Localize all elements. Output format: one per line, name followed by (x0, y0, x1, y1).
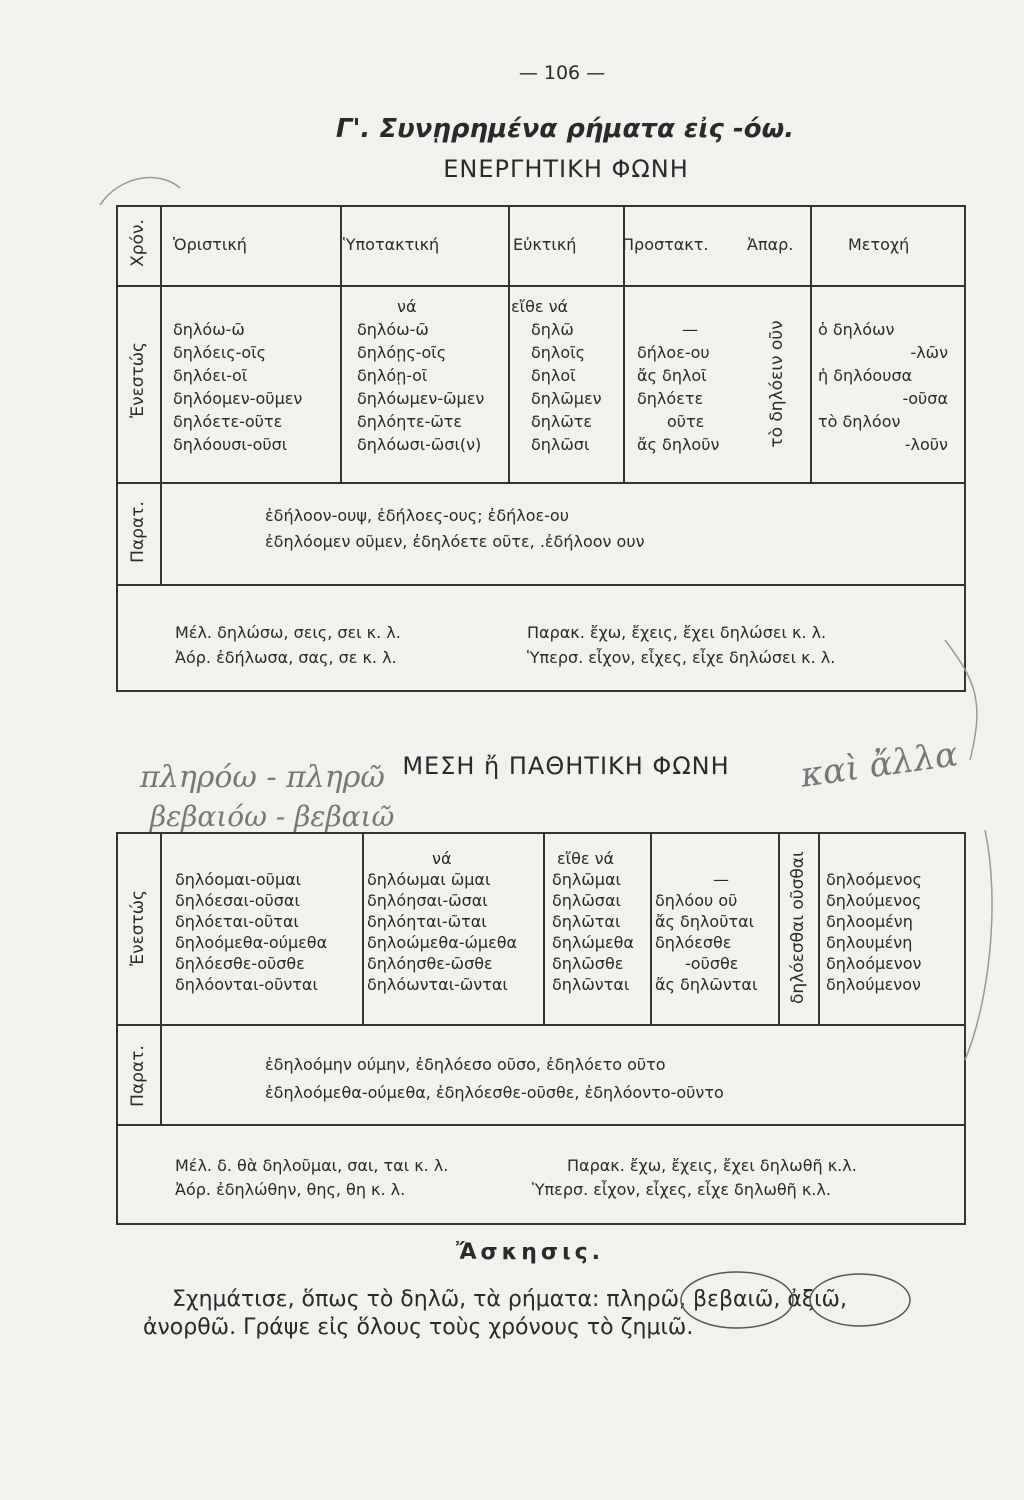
handwritten-note-left-1: πληρόω - πληρῶ (140, 760, 385, 795)
header-tense: Χρόν. (128, 219, 148, 267)
handwritten-note-left-2: βεβαιόω - βεβαιῶ (150, 800, 395, 833)
header-indicative: Ὁριστική (173, 235, 247, 254)
header-infinitive: Ἀπαρ. (747, 235, 794, 254)
header-subjunctive: Ὑποτακτική (343, 235, 440, 254)
active-optative-forms: εἴθε νά δηλῶ δηλοῖς δηλοῖ δηλῶμεν δηλῶτε δηλῶσι (511, 297, 602, 454)
middle-present-label: Ἐνεστώς (128, 890, 148, 966)
imperfect-label: Παρατ. (128, 501, 148, 563)
middle-infinitive: δηλόεσθαι οῦσθαι (788, 851, 808, 1004)
handwritten-note-right: καὶ ἄλλα (797, 734, 961, 796)
middle-optative-forms: εἴθε νά δηλῶμαι δηλῶσαι δηλῶται δηλώμεθα δηλῶσθε δηλῶνται (552, 849, 634, 994)
middle-participle-forms: δηλοόμενος δηλούμενος δηλοομένη δηλουμένη δηλοόμενον δηλούμενον (826, 870, 922, 994)
active-future: Μέλ. δηλώσω, σεις, σει κ. λ. (175, 623, 401, 642)
active-imperfect-line-1: ἐδήλοον-ουψ, ἐδήλοες-ους; ἐδήλοε-ου (265, 506, 569, 525)
page-number: — 106 — (518, 62, 606, 84)
exercise-line-1: Σχημάτισε, ὅπως τὸ δηλῶ, τὰ ρήματα: πληρῶ, βεβαιῶ, ἀξιῶ, (172, 1287, 847, 1312)
active-subjunctive-forms: νά δηλόω-ῶ δηλόῃς-οῖς δηλόῃ-οῖ δηλόωμεν-ῶμεν δηλόητε-ῶτε δηλόωσι-ῶσι(ν) (357, 297, 485, 454)
middle-imperative-forms: — δηλόου οῦ ἄς δηλοῦται δηλόεσθε -οῦσθε ἄς δηλῶνται (655, 870, 758, 994)
active-participle-forms: ὁ δηλόων -λῶν ἡ δηλόουσα -οῦσα τὸ δηλόον -λοῦν (818, 320, 948, 454)
header-optative: Εὐκτική (513, 235, 577, 254)
active-indicative-forms: δηλόω-ῶ δηλόεις-οῖς δηλόει-οῖ δηλόομεν-οῦμεν δηλόετε-οῦτε δηλόουσι-οῦσι (173, 320, 303, 454)
present-label: Ἐνεστώς (128, 342, 148, 418)
active-infinitive: τὸ δηλόειν οῦν (767, 320, 787, 448)
active-voice-title: ΕΝΕΡΓΗΤΙΚΗ ΦΩΝΗ (443, 155, 689, 183)
middle-future: Μέλ. δ. θὰ δηλοῦμαι, σαι, ται κ. λ. (175, 1156, 449, 1175)
middle-imperfect-label: Παρατ. (128, 1045, 148, 1107)
middle-pluperfect: Ὑπερσ. εἶχον, εἶχες, εἶχε δηλωθῆ κ.λ. (532, 1180, 831, 1199)
middle-subjunctive-forms: νά δηλόωμαι ῶμαι δηλόησαι-ῶσαι δηλόηται-ῶται δηλοώμεθα-ώμεθα δηλόησθε-ῶσθε δηλόωνται-ῶνται (367, 849, 518, 994)
active-pluperfect: Ὑπερσ. εἶχον, εἶχες, εἶχε δηλώσει κ. λ. (527, 648, 836, 667)
active-imperfect-line-2: ἐδηλόομεν οῦμεν, ἐδηλόετε οῦτε, .ἐδήλοον ουν (265, 532, 645, 551)
middle-perfect: Παρακ. ἔχω, ἔχεις, ἔχει δηλωθῆ κ.λ. (567, 1156, 857, 1175)
active-aorist: Ἀόρ. ἐδήλωσα, σας, σε κ. λ. (175, 648, 397, 667)
header-participle: Μετοχή (848, 235, 910, 254)
middle-indicative-forms: δηλόομαι-οῦμαι δηλόεσαι-οῦσαι δηλόεται-οῦται δηλοόμεθα-ούμεθα δηλόεσθε-οῦσθε δηλόονται-οῦνται (175, 870, 328, 994)
header-imperative: Προστακτ. (622, 235, 709, 254)
exercise-line-2: ἀνορθῶ. Γράψε εἰς ὅλους τοὺς χρόνους τὸ ζημιῶ. (143, 1315, 694, 1340)
middle-aorist: Ἀόρ. ἐδηλώθην, θης, θη κ. λ. (175, 1180, 406, 1199)
middle-voice-title: ΜΕΣΗ ἤ ΠΑΘΗΤΙΚΗ ΦΩΝΗ (402, 752, 730, 780)
active-perfect: Παρακ. ἔχω, ἔχεις, ἔχει δηλώσει κ. λ. (527, 623, 827, 642)
active-imperative-forms: — δήλοε-ου ἄς δηλοῖ δηλόετε οῦτε ἄς δηλοῦν (637, 320, 720, 454)
middle-imperfect-line-1: ἐδηλοόμην ούμην, ἐδηλόεσο οῦσο, ἐδηλόετο οῦτο (265, 1055, 666, 1074)
exercise-title: Ἄσκησις. (455, 1240, 605, 1265)
section-title: Γ'. Συνῃρημένα ρήματα εἰς -όω. (335, 114, 795, 144)
middle-imperfect-line-2: ἐδηλοόμεθα-ούμεθα, ἐδηλόεσθε-οῦσθε, ἐδηλόοντο-οῦντο (265, 1083, 724, 1102)
